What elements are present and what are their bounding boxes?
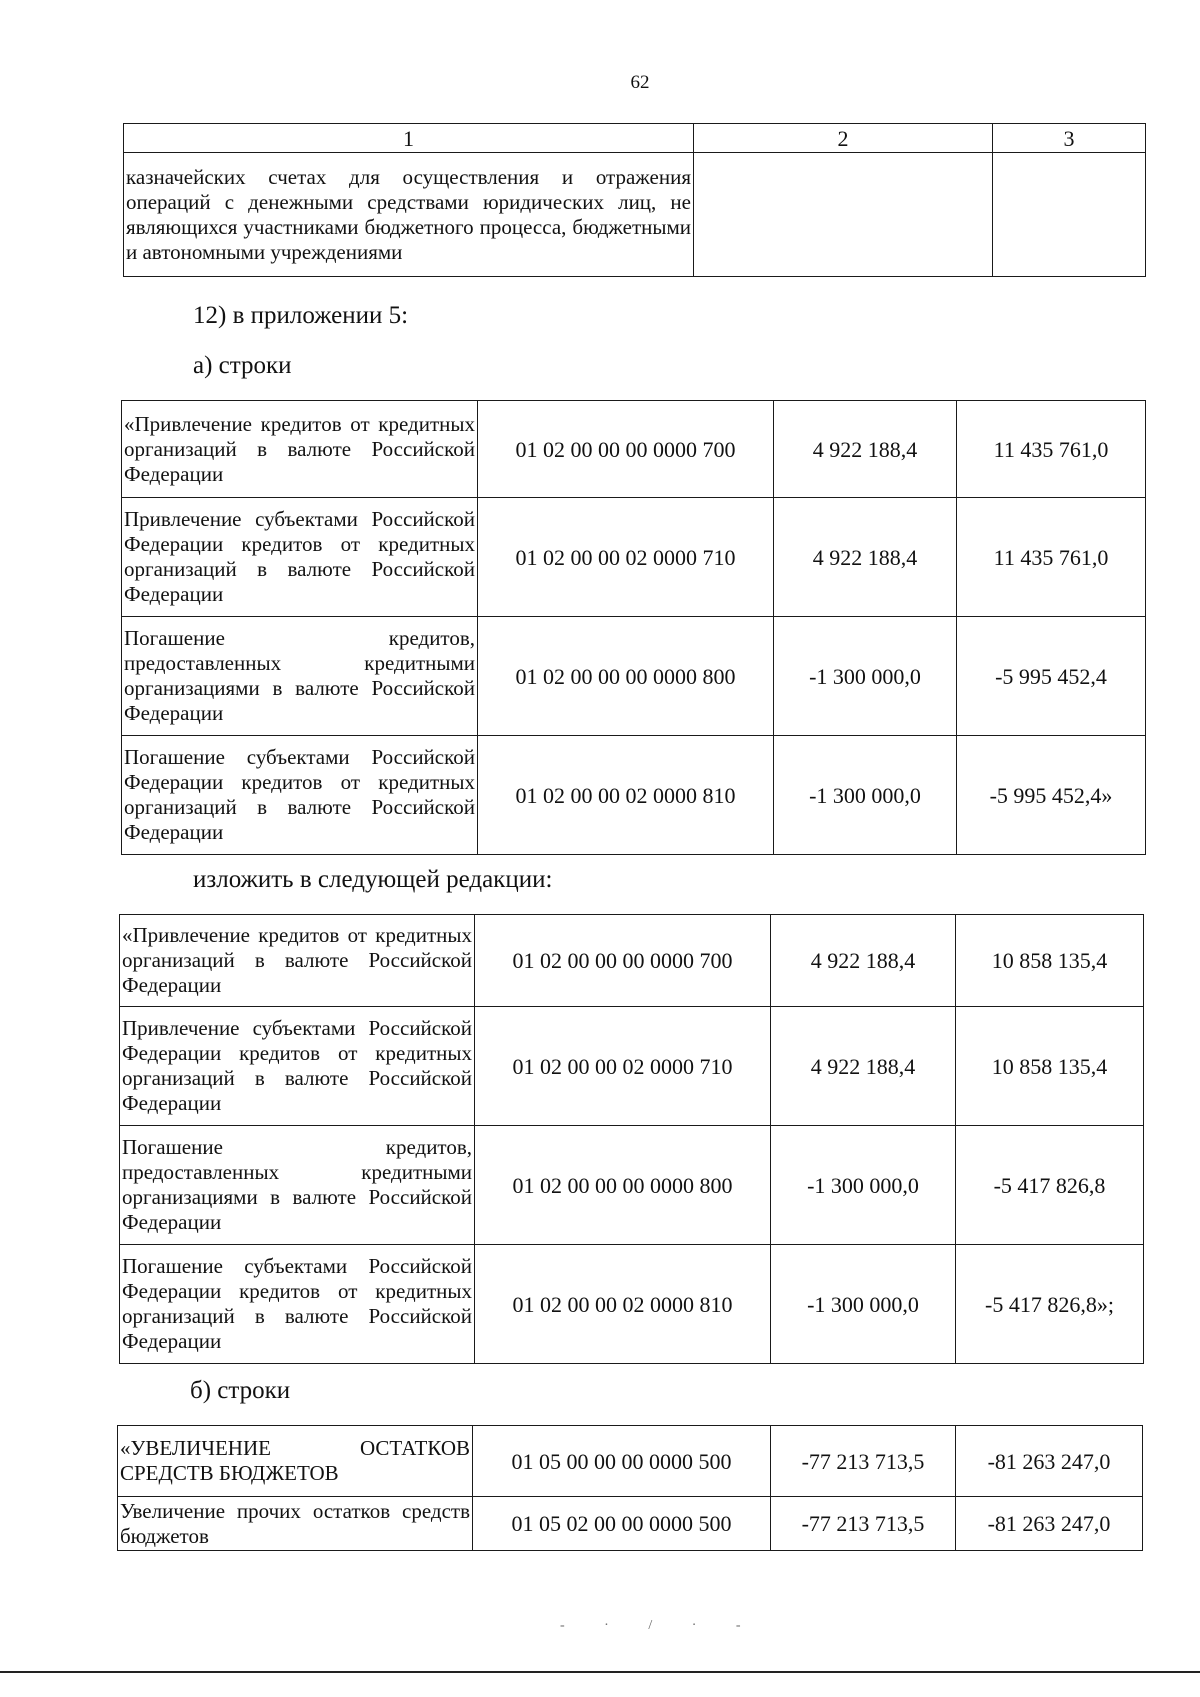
table-b: [117, 1425, 1143, 1551]
column-header-2: 2: [694, 124, 993, 153]
column-header-3: 3: [993, 124, 1146, 153]
row-code: 01 02 00 00 00 0000 700: [478, 401, 774, 498]
row-name: Привлечение субъектами Российской Федерации кредитов от кредитных организаций в валюте Российской Федерации: [122, 498, 478, 617]
table-a-new: [119, 914, 1144, 1364]
page-bottom-rule: [0, 1671, 1200, 1673]
row-value-year2: 11 435 761,0: [957, 401, 1146, 498]
row-value-year2: 11 435 761,0: [957, 498, 1146, 617]
paragraph-appendix-5: 12) в приложении 5:: [193, 302, 409, 329]
row-value-year2: -81 263 247,0: [956, 1426, 1143, 1497]
row-value-year1: -1 300 000,0: [774, 736, 957, 855]
paragraph-a-rows: а) строки: [193, 352, 292, 379]
column-header-row: [124, 124, 1146, 153]
row-value-year2: 10 858 135,4: [956, 1007, 1144, 1126]
row-value-year2: -5 417 826,8: [956, 1126, 1144, 1245]
column-header-1: 1: [124, 124, 694, 153]
table-a-old: [121, 400, 1146, 855]
row-code: 01 02 00 00 02 0000 710: [478, 498, 774, 617]
row-value-year2: -5 995 452,4: [957, 617, 1146, 736]
paragraph-b-rows: б) строки: [190, 1377, 291, 1404]
row-code: 01 02 00 00 00 0000 800: [475, 1126, 771, 1245]
row-name: «Привлечение кредитов от кредитных организаций в валюте Российской Федерации: [120, 915, 475, 1007]
row-name: Привлечение субъектами Российской Федерации кредитов от кредитных организаций в валюте Российской Федерации: [120, 1007, 475, 1126]
table-row: [118, 1497, 1143, 1551]
table-row: [120, 1007, 1144, 1126]
row-name: Увеличение прочих остатков средств бюджетов: [118, 1497, 473, 1551]
paragraph-restate: изложить в следующей редакции:: [193, 866, 553, 893]
row-code: 01 05 00 00 00 0000 500: [473, 1426, 771, 1497]
table-row: [120, 915, 1144, 1007]
row-value-year2: -5 417 826,8»;: [956, 1245, 1144, 1364]
row-value-year2: -5 995 452,4»: [957, 736, 1146, 855]
row-name: Погашение кредитов, предоставленных кредитными организациями в валюте Российской Федерации: [120, 1126, 475, 1245]
row-name: «УВЕЛИЧЕНИЕ ОСТАТКОВ СРЕДСТВ БЮДЖЕТОВ: [118, 1426, 473, 1497]
row-code: 01 02 00 00 00 0000 800: [478, 617, 774, 736]
table-row: [122, 498, 1146, 617]
table-row: [122, 736, 1146, 855]
row-value-year1: 4 922 188,4: [771, 1007, 956, 1126]
row-value-year1: 4 922 188,4: [771, 915, 956, 1007]
table-row: [118, 1426, 1143, 1497]
row-name: Погашение субъектами Российской Федерации кредитов от кредитных организаций в валюте Российской Федерации: [122, 736, 478, 855]
row-value-year1: -77 213 713,5: [771, 1426, 956, 1497]
row-code: 01 02 00 00 02 0000 810: [478, 736, 774, 855]
row-name: «Привлечение кредитов от кредитных организаций в валюте Российской Федерации: [122, 401, 478, 498]
row-value-year1: -1 300 000,0: [771, 1245, 956, 1364]
row-value-year1: 4 922 188,4: [774, 498, 957, 617]
row-value-year2: -81 263 247,0: [956, 1497, 1143, 1551]
row-code: [694, 153, 993, 277]
row-value-year1: -1 300 000,0: [771, 1126, 956, 1245]
table-row: [120, 1245, 1144, 1364]
continuation-table: [123, 123, 1146, 277]
row-value-year1: -77 213 713,5: [771, 1497, 956, 1551]
row-value-year2: 10 858 135,4: [956, 915, 1144, 1007]
row-code: 01 02 00 00 02 0000 810: [475, 1245, 771, 1364]
row-code: 01 05 02 00 00 0000 500: [473, 1497, 771, 1551]
row-code: 01 02 00 00 02 0000 710: [475, 1007, 771, 1126]
row-name: Погашение субъектами Российской Федерации кредитов от кредитных организаций в валюте Российской Федерации: [120, 1245, 475, 1364]
row-name: Погашение кредитов, предоставленных кредитными организациями в валюте Российской Федерации: [122, 617, 478, 736]
table-row: [122, 617, 1146, 736]
row-name: казначейских счетах для осуществления и отражения операций с денежными средствами юридических лиц, не являющихся участниками бюджетного процесса, бюджетными и автономными учреждениями: [124, 153, 694, 277]
row-code: 01 02 00 00 00 0000 700: [475, 915, 771, 1007]
scan-noise: - · / · -: [560, 1618, 759, 1633]
table-row: [120, 1126, 1144, 1245]
table-row: [124, 153, 1146, 277]
row-value: [993, 153, 1146, 277]
table-row: [122, 401, 1146, 498]
row-value-year1: -1 300 000,0: [774, 617, 957, 736]
row-value-year1: 4 922 188,4: [774, 401, 957, 498]
page-number: 62: [630, 72, 650, 93]
